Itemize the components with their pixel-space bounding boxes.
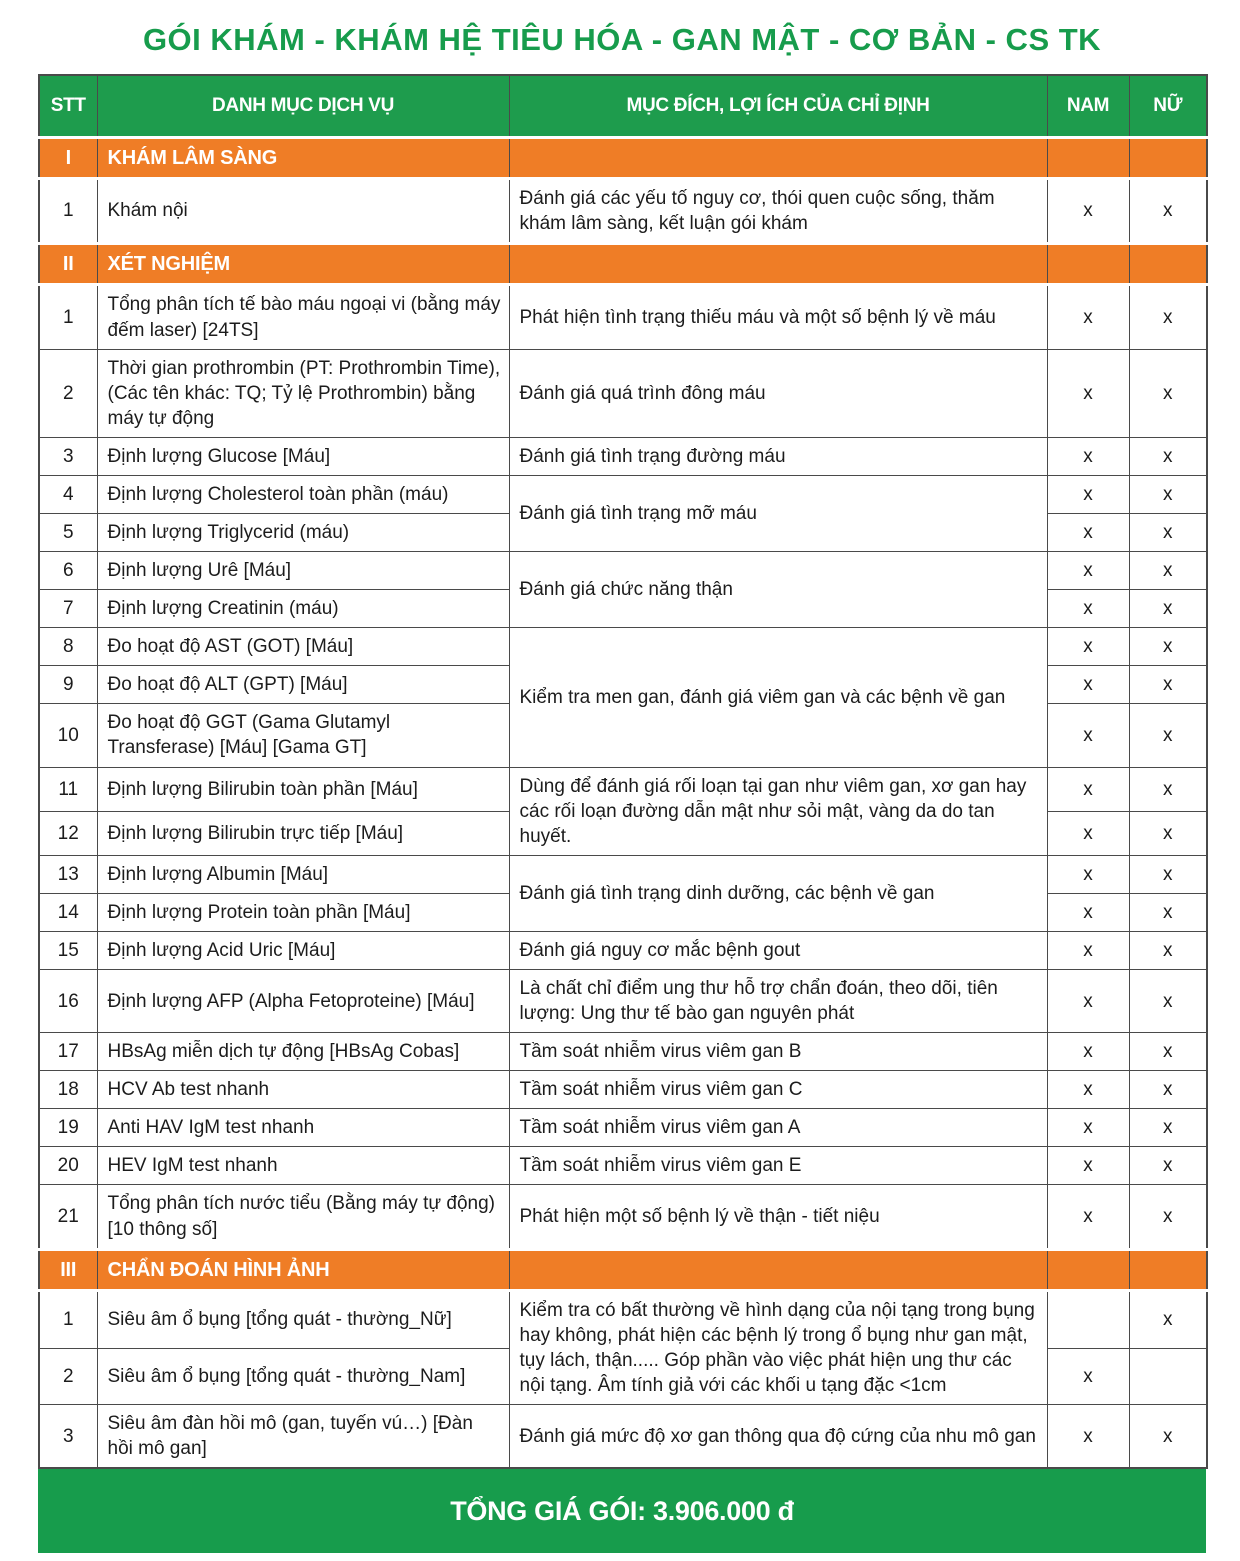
row-purpose: Đánh giá các yếu tố nguy cơ, thói quen cuộc sống, thăm khám lâm sàng, kết luận gói khám: [509, 178, 1047, 243]
table-row: [39, 475, 1207, 513]
row-purpose: Là chất chỉ điểm ung thư hỗ trợ chẩn đoán, theo dõi, tiên lượng: Ung thư tế bào gan nguyên phát: [509, 970, 1047, 1033]
row-service: Định lượng Triglycerid (máu): [97, 513, 509, 551]
row-male-mark: x: [1047, 285, 1129, 349]
row-stt: 14: [39, 893, 97, 931]
column-header-stt: STT: [39, 75, 97, 137]
row-female-mark: x: [1129, 1291, 1207, 1349]
row-female-mark: [1129, 1348, 1207, 1404]
row-purpose: Đánh giá tình trạng dinh dưỡng, các bệnh về gan: [509, 855, 1047, 931]
section-purpose-cell: [509, 244, 1047, 285]
row-stt: 13: [39, 855, 97, 893]
row-male-mark: x: [1047, 437, 1129, 475]
table-row: [39, 1291, 1207, 1349]
row-female-mark: x: [1129, 1147, 1207, 1185]
row-stt: 1: [39, 285, 97, 349]
row-female-mark: x: [1129, 855, 1207, 893]
row-service: Tổng phân tích nước tiểu (Bằng máy tự động) [10 thông số]: [97, 1185, 509, 1249]
row-male-mark: x: [1047, 513, 1129, 551]
table-row: [39, 1185, 1207, 1249]
section-name: CHẨN ĐOÁN HÌNH ẢNH: [97, 1249, 509, 1290]
row-female-mark: x: [1129, 666, 1207, 704]
row-service: Định lượng Protein toàn phần [Máu]: [97, 893, 509, 931]
row-stt: 1: [39, 178, 97, 243]
row-service: HCV Ab test nhanh: [97, 1071, 509, 1109]
row-male-mark: x: [1047, 349, 1129, 437]
row-purpose: Đánh giá tình trạng đường máu: [509, 437, 1047, 475]
section-male-cell: [1047, 244, 1129, 285]
row-service: Định lượng Acid Uric [Máu]: [97, 931, 509, 969]
row-female-mark: x: [1129, 704, 1207, 767]
row-stt: 21: [39, 1185, 97, 1249]
row-female-mark: x: [1129, 811, 1207, 855]
row-male-mark: x: [1047, 1033, 1129, 1071]
row-female-mark: x: [1129, 1109, 1207, 1147]
table-row: [39, 628, 1207, 666]
row-stt: 5: [39, 513, 97, 551]
row-purpose: Tầm soát nhiễm virus viêm gan E: [509, 1147, 1047, 1185]
row-purpose: Đánh giá chức năng thận: [509, 552, 1047, 628]
section-name: KHÁM LÂM SÀNG: [97, 137, 509, 178]
table-row: [39, 552, 1207, 590]
row-service: Tổng phân tích tế bào máu ngoại vi (bằng máy đếm laser) [24TS]: [97, 285, 509, 349]
section-row-I: [39, 137, 1207, 178]
table-row: [39, 767, 1207, 811]
row-purpose: Đánh giá mức độ xơ gan thông qua độ cứng của nhu mô gan: [509, 1405, 1047, 1469]
section-numeral: I: [39, 137, 97, 178]
row-purpose: Đánh giá tình trạng mỡ máu: [509, 475, 1047, 551]
row-purpose: Dùng để đánh giá rối loạn tại gan như viêm gan, xơ gan hay các rối loạn đường dẫn mật như sỏi mật, vàng da do tan huyết.: [509, 767, 1047, 855]
table-row: [39, 1405, 1207, 1469]
table-row: [39, 1033, 1207, 1071]
row-service: Định lượng AFP (Alpha Fetoproteine) [Máu]: [97, 970, 509, 1033]
table-row: [39, 1147, 1207, 1185]
row-service: Định lượng Creatinin (máu): [97, 590, 509, 628]
table-row: [39, 970, 1207, 1033]
row-stt: 9: [39, 666, 97, 704]
row-stt: 4: [39, 475, 97, 513]
row-purpose: Đánh giá quá trình đông máu: [509, 349, 1047, 437]
page-title: GÓI KHÁM - KHÁM HỆ TIÊU HÓA - GAN MẬT - CƠ BẢN - CS TK: [142, 22, 1102, 57]
table-row: [39, 855, 1207, 893]
row-stt: 18: [39, 1071, 97, 1109]
row-stt: 3: [39, 1405, 97, 1469]
row-service: Siêu âm đàn hồi mô (gan, tuyến vú…) [Đàn hồi mô gan]: [97, 1405, 509, 1469]
row-male-mark: x: [1047, 1348, 1129, 1404]
row-service: Định lượng Cholesterol toàn phần (máu): [97, 475, 509, 513]
row-service: Định lượng Bilirubin toàn phần [Máu]: [97, 767, 509, 811]
row-service: Anti HAV IgM test nhanh: [97, 1109, 509, 1147]
row-female-mark: x: [1129, 590, 1207, 628]
row-male-mark: x: [1047, 552, 1129, 590]
row-female-mark: x: [1129, 552, 1207, 590]
column-header-purpose: MỤC ĐÍCH, LỢI ÍCH CỦA CHỈ ĐỊNH: [509, 75, 1047, 137]
table-row: [39, 178, 1207, 243]
row-service: HBsAg miễn dịch tự động [HBsAg Cobas]: [97, 1033, 509, 1071]
row-stt: 7: [39, 590, 97, 628]
row-male-mark: x: [1047, 970, 1129, 1033]
row-service: Định lượng Albumin [Máu]: [97, 855, 509, 893]
row-male-mark: x: [1047, 1071, 1129, 1109]
total-price-bar: [38, 1469, 1206, 1553]
section-numeral: II: [39, 244, 97, 285]
row-male-mark: x: [1047, 893, 1129, 931]
row-purpose: Tầm soát nhiễm virus viêm gan A: [509, 1109, 1047, 1147]
row-male-mark: x: [1047, 178, 1129, 243]
row-female-mark: x: [1129, 437, 1207, 475]
row-male-mark: x: [1047, 931, 1129, 969]
row-male-mark: x: [1047, 1147, 1129, 1185]
row-service: Định lượng Glucose [Máu]: [97, 437, 509, 475]
row-stt: 12: [39, 811, 97, 855]
row-male-mark: [1047, 1291, 1129, 1349]
row-service: Khám nội: [97, 178, 509, 243]
row-service: Siêu âm ổ bụng [tổng quát - thường_Nữ]: [97, 1291, 509, 1349]
row-female-mark: x: [1129, 1033, 1207, 1071]
row-stt: 15: [39, 931, 97, 969]
row-female-mark: x: [1129, 349, 1207, 437]
row-female-mark: x: [1129, 1071, 1207, 1109]
row-male-mark: x: [1047, 855, 1129, 893]
row-stt: 16: [39, 970, 97, 1033]
row-stt: 6: [39, 552, 97, 590]
section-purpose-cell: [509, 1249, 1047, 1290]
row-service: Siêu âm ổ bụng [tổng quát - thường_Nam]: [97, 1348, 509, 1404]
row-stt: 10: [39, 704, 97, 767]
total-price-label: TỔNG GIÁ GÓI: 3.906.000 đ: [450, 1495, 794, 1526]
section-numeral: III: [39, 1249, 97, 1290]
row-purpose: Đánh giá nguy cơ mắc bệnh gout: [509, 931, 1047, 969]
section-purpose-cell: [509, 137, 1047, 178]
row-service: Đo hoạt độ ALT (GPT) [Máu]: [97, 666, 509, 704]
row-male-mark: x: [1047, 811, 1129, 855]
column-header-service: DANH MỤC DỊCH VỤ: [97, 75, 509, 137]
row-stt: 8: [39, 628, 97, 666]
row-male-mark: x: [1047, 666, 1129, 704]
table-header: [39, 75, 1207, 137]
row-male-mark: x: [1047, 1109, 1129, 1147]
row-service: Định lượng Urê [Máu]: [97, 552, 509, 590]
row-female-mark: x: [1129, 893, 1207, 931]
section-name: XÉT NGHIỆM: [97, 244, 509, 285]
row-female-mark: x: [1129, 475, 1207, 513]
row-service: Đo hoạt độ GGT (Gama Glutamyl Transferase) [Máu] [Gama GT]: [97, 704, 509, 767]
row-service: HEV IgM test nhanh: [97, 1147, 509, 1185]
row-female-mark: x: [1129, 513, 1207, 551]
row-purpose: Kiểm tra men gan, đánh giá viêm gan và các bệnh về gan: [509, 628, 1047, 767]
section-female-cell: [1129, 244, 1207, 285]
row-female-mark: x: [1129, 970, 1207, 1033]
table-row: [39, 1071, 1207, 1109]
row-female-mark: x: [1129, 767, 1207, 811]
section-female-cell: [1129, 137, 1207, 178]
table-body: [39, 137, 1207, 1468]
row-stt: 2: [39, 349, 97, 437]
section-male-cell: [1047, 137, 1129, 178]
row-female-mark: x: [1129, 1405, 1207, 1469]
row-female-mark: x: [1129, 178, 1207, 243]
row-female-mark: x: [1129, 1185, 1207, 1249]
row-stt: 17: [39, 1033, 97, 1071]
table-row: [39, 285, 1207, 349]
section-female-cell: [1129, 1249, 1207, 1290]
row-purpose: Phát hiện tình trạng thiếu máu và một số bệnh lý về máu: [509, 285, 1047, 349]
row-female-mark: x: [1129, 285, 1207, 349]
row-male-mark: x: [1047, 704, 1129, 767]
row-stt: 19: [39, 1109, 97, 1147]
row-male-mark: x: [1047, 767, 1129, 811]
row-service: Đo hoạt độ AST (GOT) [Máu]: [97, 628, 509, 666]
row-purpose: Tầm soát nhiễm virus viêm gan C: [509, 1071, 1047, 1109]
section-row-II: [39, 244, 1207, 285]
row-male-mark: x: [1047, 590, 1129, 628]
row-female-mark: x: [1129, 628, 1207, 666]
table-row: [39, 931, 1207, 969]
table-row: [39, 437, 1207, 475]
row-stt: 2: [39, 1348, 97, 1404]
section-row-III: [39, 1249, 1207, 1290]
row-male-mark: x: [1047, 1185, 1129, 1249]
column-header-male: NAM: [1047, 75, 1129, 137]
package-table: [38, 74, 1208, 1469]
header-row: [39, 75, 1207, 137]
row-purpose: Phát hiện một số bệnh lý về thận - tiết niệu: [509, 1185, 1047, 1249]
row-stt: 1: [39, 1291, 97, 1349]
table-row: [39, 1109, 1207, 1147]
row-purpose: Tầm soát nhiễm virus viêm gan B: [509, 1033, 1047, 1071]
table-row: [39, 349, 1207, 437]
row-stt: 20: [39, 1147, 97, 1185]
row-stt: 11: [39, 767, 97, 811]
row-purpose: Kiểm tra có bất thường về hình dạng của nội tạng trong bụng hay không, phát hiện các bệnh lý trong ổ bụng như gan mật, tụy lách, thận..... Góp phần vào việc phát hiện ung thư các nội tạng. Âm tính giả với các khối u tạng đặc <1cm: [509, 1291, 1047, 1405]
row-male-mark: x: [1047, 475, 1129, 513]
section-male-cell: [1047, 1249, 1129, 1290]
row-service: Thời gian prothrombin (PT: Prothrombin Time), (Các tên khác: TQ; Tỷ lệ Prothrombin) bằng máy tự động: [97, 349, 509, 437]
row-male-mark: x: [1047, 628, 1129, 666]
row-service: Định lượng Bilirubin trực tiếp [Máu]: [97, 811, 509, 855]
row-male-mark: x: [1047, 1405, 1129, 1469]
row-female-mark: x: [1129, 931, 1207, 969]
row-stt: 3: [39, 437, 97, 475]
column-header-female: NỮ: [1129, 75, 1207, 137]
